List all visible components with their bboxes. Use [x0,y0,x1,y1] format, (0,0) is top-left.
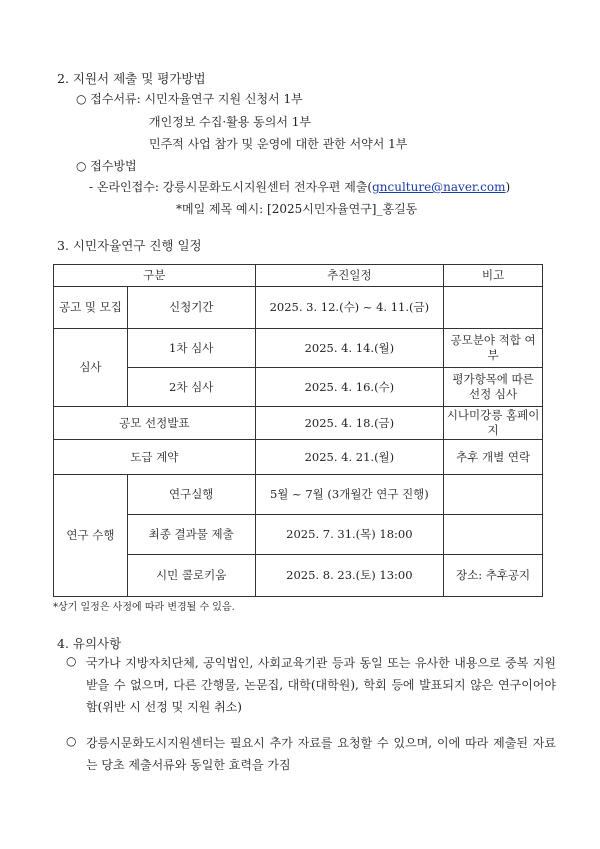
row-date: 2025. 4. 14.(월) [255,329,444,368]
row-item: 공모 선정발표 [54,407,256,440]
mail-example: *메일 제목 예시: [2025시민자율연구]_홍길동 [176,202,418,216]
row-group: 심사 [54,329,128,407]
row-date: 2025. 8. 23.(토) 13:00 [255,555,444,597]
row-date: 2025. 4. 18.(금) [255,407,444,440]
row-item: 도급 계약 [54,440,256,475]
row-note [444,515,543,555]
schedule-footnote: *상기 일정은 사정에 따라 변경될 수 있음. [53,602,235,613]
table-row [54,440,543,475]
row-date: 2025. 7. 31.(목) 18:00 [255,515,444,555]
row-item: 신청기간 [127,287,255,329]
row-note: 공모분야 적합 여부 [444,329,543,368]
bullet-circle-icon: ○ [66,734,77,748]
table-row [54,475,543,515]
row-item: 연구실행 [127,475,255,515]
table-row [54,368,543,407]
header-category: 구분 [54,265,256,287]
table-row [54,329,543,368]
row-group: 연구 수행 [54,475,128,597]
row-note: 시나미강릉 홈페이지 [444,407,543,440]
row-note [444,287,543,329]
table-header-row [54,265,543,287]
online-suffix: ) [505,180,511,194]
table-row [54,407,543,440]
header-schedule: 추진일정 [255,265,444,287]
row-item: 최종 결과물 제출 [127,515,255,555]
row-date: 2025. 4. 16.(수) [255,368,444,407]
caution-item-1: 국가나 지방자치단체, 공익법인, 사회교육기관 등과 동일 또는 유사한 내용으로 중복 지원받을 수 없으며, 다른 간행물, 논문집, 대학(대학원), 학회 등에 발표되지 않은 연구이어야 함(위반 시 선정 및 지원 취소) [86,656,556,714]
row-date: 5월 ~ 7월 (3개월간 연구 진행) [255,475,444,515]
row-item: 시민 콜로키움 [127,555,255,597]
bullet-circle-icon: ○ [66,654,77,668]
row-date: 2025. 4. 21.(월) [255,440,444,475]
doc-consent: 개인정보 수집·활용 동의서 1부 [149,115,311,129]
row-note: 장소: 추후공지 [444,555,543,597]
row-note: 추후 개별 연락 [444,440,543,475]
row-item: 1차 심사 [127,329,255,368]
section2-title: 2. 지원서 제출 및 평가방법 [57,71,206,86]
row-note: 평가항목에 따른 선정 심사 [444,368,543,407]
docs-label: ○ 접수서류: 시민자율연구 지원 신청서 1부 [76,92,303,106]
method-label: ○ 접수방법 [76,159,137,173]
online-prefix: - 온라인접수: 강릉시문화도시지원센터 전자우편 제출( [89,180,373,194]
row-note [444,475,543,515]
section4-title: 4. 유의사항 [57,636,122,651]
table-row [54,287,543,329]
doc-pledge: 민주적 사업 참가 및 운영에 대한 관한 서약서 1부 [149,137,408,151]
schedule-table [53,264,543,597]
table-row [54,515,543,555]
section3-title: 3. 시민자율연구 진행 일정 [57,238,202,253]
table-row [54,555,543,597]
row-date: 2025. 3. 12.(수) ~ 4. 11.(금) [255,287,444,329]
caution-item-2: 강릉시문화도시지원센터는 필요시 추가 자료를 요청할 수 있으며, 이에 따라 제출된 자료는 당초 제출서류와 동일한 효력을 가짐 [86,736,556,772]
header-note: 비고 [444,265,543,287]
online-submission [89,178,510,195]
row-item: 2차 심사 [127,368,255,407]
email-link[interactable]: gnculture@naver.com [372,180,506,194]
row-group: 공고 및 모집 [54,287,128,329]
